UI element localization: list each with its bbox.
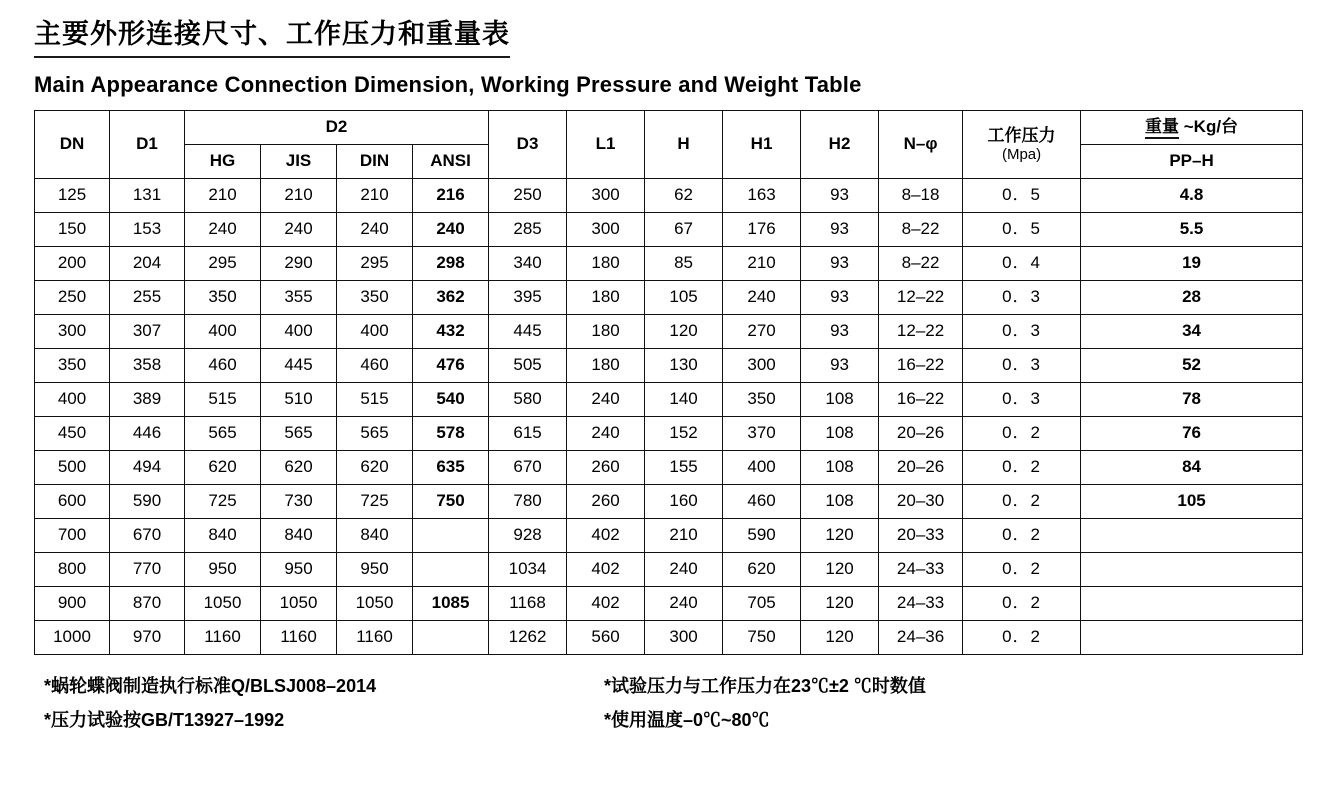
cell-nphi: 8–22 [879, 247, 963, 281]
cell-h2: 108 [801, 485, 879, 519]
cell-d3: 395 [489, 281, 567, 315]
cell-d1: 389 [110, 383, 185, 417]
page-title-en: Main Appearance Connection Dimension, Working Pressure and Weight Table [34, 71, 862, 97]
cell-pressure: 0．2 [963, 519, 1081, 553]
footnotes-right [604, 669, 1305, 737]
cell-d3: 445 [489, 315, 567, 349]
table-row [35, 519, 1303, 553]
cell-weight: 76 [1081, 417, 1303, 451]
cell-jis: 445 [261, 349, 337, 383]
header-weight-suffix: ~Kg/台 [1179, 117, 1239, 137]
header-working-pressure-label: 工作压力 [987, 126, 1056, 146]
cell-ansi: 216 [413, 179, 489, 213]
cell-jis: 240 [261, 213, 337, 247]
cell-d1: 153 [110, 213, 185, 247]
header-jis: JIS [261, 145, 337, 179]
cell-d1: 446 [110, 417, 185, 451]
cell-l1: 260 [567, 451, 645, 485]
footnote-line: *蜗轮蝶阀制造执行标准Q/BLSJ008–2014 [44, 676, 377, 697]
cell-d3: 1168 [489, 587, 567, 621]
cell-pressure: 0．4 [963, 247, 1081, 281]
cell-h1: 400 [723, 451, 801, 485]
header-l1: L1 [567, 111, 645, 179]
cell-h: 160 [645, 485, 723, 519]
cell-d3: 615 [489, 417, 567, 451]
cell-ansi: 635 [413, 451, 489, 485]
cell-hg: 400 [185, 315, 261, 349]
cell-h2: 120 [801, 621, 879, 655]
cell-pressure: 0．2 [963, 553, 1081, 587]
cell-pressure: 0．3 [963, 383, 1081, 417]
cell-l1: 240 [567, 383, 645, 417]
cell-weight [1081, 519, 1303, 553]
cell-hg: 1050 [185, 587, 261, 621]
table-row [35, 417, 1303, 451]
cell-hg: 565 [185, 417, 261, 451]
cell-h: 140 [645, 383, 723, 417]
cell-nphi: 16–22 [879, 349, 963, 383]
cell-h1: 300 [723, 349, 801, 383]
cell-ansi: 240 [413, 213, 489, 247]
cell-pressure: 0．2 [963, 417, 1081, 451]
cell-h2: 108 [801, 417, 879, 451]
cell-dn: 800 [35, 553, 110, 587]
cell-d3: 780 [489, 485, 567, 519]
cell-h2: 108 [801, 451, 879, 485]
cell-ansi: 362 [413, 281, 489, 315]
cell-hg: 620 [185, 451, 261, 485]
cell-h1: 240 [723, 281, 801, 315]
cell-nphi: 8–18 [879, 179, 963, 213]
footnote-line: *使用温度–0℃~80℃ [604, 710, 770, 731]
cell-d3: 1262 [489, 621, 567, 655]
cell-d1: 670 [110, 519, 185, 553]
cell-dn: 700 [35, 519, 110, 553]
cell-nphi: 20–26 [879, 417, 963, 451]
table-row [35, 553, 1303, 587]
cell-din: 725 [337, 485, 413, 519]
cell-dn: 125 [35, 179, 110, 213]
header-n-phi: N–φ [879, 111, 963, 179]
table-row [35, 383, 1303, 417]
header-dn: DN [35, 111, 110, 179]
cell-jis: 510 [261, 383, 337, 417]
header-d3: D3 [489, 111, 567, 179]
cell-h: 85 [645, 247, 723, 281]
header-weight-underlined: 重量 [1145, 117, 1179, 139]
cell-h2: 93 [801, 213, 879, 247]
cell-d1: 204 [110, 247, 185, 281]
cell-dn: 200 [35, 247, 110, 281]
header-din: DIN [337, 145, 413, 179]
cell-pressure: 0．2 [963, 485, 1081, 519]
cell-d3: 1034 [489, 553, 567, 587]
cell-h2: 93 [801, 349, 879, 383]
cell-din: 1050 [337, 587, 413, 621]
cell-din: 565 [337, 417, 413, 451]
cell-hg: 1160 [185, 621, 261, 655]
cell-din: 400 [337, 315, 413, 349]
cell-weight: 84 [1081, 451, 1303, 485]
cell-l1: 300 [567, 179, 645, 213]
cell-ansi: 540 [413, 383, 489, 417]
cell-ansi [413, 621, 489, 655]
cell-h2: 93 [801, 315, 879, 349]
cell-weight: 19 [1081, 247, 1303, 281]
cell-nphi: 16–22 [879, 383, 963, 417]
footnote-line: *压力试验按GB/T13927–1992 [44, 710, 285, 731]
cell-h1: 370 [723, 417, 801, 451]
footnote-line: *试验压力与工作压力在23℃±2 ℃时数值 [604, 676, 926, 697]
cell-h: 67 [645, 213, 723, 247]
cell-h: 300 [645, 621, 723, 655]
cell-weight: 28 [1081, 281, 1303, 315]
cell-h1: 460 [723, 485, 801, 519]
table-row [35, 621, 1303, 655]
cell-weight [1081, 621, 1303, 655]
cell-din: 840 [337, 519, 413, 553]
cell-hg: 460 [185, 349, 261, 383]
cell-l1: 300 [567, 213, 645, 247]
cell-dn: 600 [35, 485, 110, 519]
header-ansi: ANSI [413, 145, 489, 179]
cell-h2: 93 [801, 179, 879, 213]
table-row [35, 315, 1303, 349]
cell-dn: 350 [35, 349, 110, 383]
cell-dn: 150 [35, 213, 110, 247]
cell-dn: 500 [35, 451, 110, 485]
header-weight [1081, 111, 1303, 145]
cell-weight: 4.8 [1081, 179, 1303, 213]
cell-jis: 840 [261, 519, 337, 553]
cell-weight: 52 [1081, 349, 1303, 383]
cell-h: 105 [645, 281, 723, 315]
cell-hg: 210 [185, 179, 261, 213]
cell-d3: 340 [489, 247, 567, 281]
cell-l1: 260 [567, 485, 645, 519]
cell-h: 155 [645, 451, 723, 485]
table-head [35, 111, 1303, 179]
cell-h2: 120 [801, 519, 879, 553]
cell-d1: 590 [110, 485, 185, 519]
cell-weight: 34 [1081, 315, 1303, 349]
cell-d3: 505 [489, 349, 567, 383]
cell-d1: 494 [110, 451, 185, 485]
cell-h2: 120 [801, 587, 879, 621]
cell-pressure: 0．2 [963, 621, 1081, 655]
cell-ansi: 432 [413, 315, 489, 349]
cell-d3: 928 [489, 519, 567, 553]
table-body [35, 179, 1303, 655]
cell-h1: 176 [723, 213, 801, 247]
cell-h1: 210 [723, 247, 801, 281]
header-hg: HG [185, 145, 261, 179]
cell-dn: 450 [35, 417, 110, 451]
cell-d1: 870 [110, 587, 185, 621]
cell-jis: 1160 [261, 621, 337, 655]
header-h1: H1 [723, 111, 801, 179]
cell-hg: 840 [185, 519, 261, 553]
cell-h: 240 [645, 553, 723, 587]
header-working-pressure-unit: (Mpa) [1001, 145, 1042, 163]
header-working-pressure [963, 111, 1081, 179]
cell-h2: 93 [801, 281, 879, 315]
cell-hg: 725 [185, 485, 261, 519]
cell-h: 62 [645, 179, 723, 213]
cell-jis: 565 [261, 417, 337, 451]
table-row [35, 179, 1303, 213]
cell-dn: 400 [35, 383, 110, 417]
cell-h: 210 [645, 519, 723, 553]
cell-d1: 358 [110, 349, 185, 383]
cell-din: 350 [337, 281, 413, 315]
cell-ansi: 1085 [413, 587, 489, 621]
cell-ansi: 298 [413, 247, 489, 281]
cell-h2: 120 [801, 553, 879, 587]
cell-weight: 78 [1081, 383, 1303, 417]
footnotes [34, 669, 1305, 737]
cell-weight: 5.5 [1081, 213, 1303, 247]
header-h2: H2 [801, 111, 879, 179]
cell-jis: 290 [261, 247, 337, 281]
table-row [35, 281, 1303, 315]
cell-nphi: 24–36 [879, 621, 963, 655]
cell-l1: 180 [567, 315, 645, 349]
cell-h2: 108 [801, 383, 879, 417]
cell-l1: 402 [567, 587, 645, 621]
cell-din: 460 [337, 349, 413, 383]
table-row [35, 213, 1303, 247]
header-d2: D2 [185, 111, 489, 145]
specification-table [34, 110, 1303, 655]
cell-ansi: 578 [413, 417, 489, 451]
cell-weight [1081, 587, 1303, 621]
cell-dn: 250 [35, 281, 110, 315]
page-title-cn: 主要外形连接尺寸、工作压力和重量表 [34, 18, 510, 58]
cell-hg: 515 [185, 383, 261, 417]
table-row [35, 451, 1303, 485]
cell-pressure: 0．2 [963, 587, 1081, 621]
cell-ansi [413, 553, 489, 587]
cell-d3: 285 [489, 213, 567, 247]
cell-nphi: 20–26 [879, 451, 963, 485]
cell-ansi: 750 [413, 485, 489, 519]
table-row [35, 587, 1303, 621]
cell-din: 210 [337, 179, 413, 213]
cell-jis: 950 [261, 553, 337, 587]
cell-d3: 670 [489, 451, 567, 485]
cell-l1: 560 [567, 621, 645, 655]
cell-pressure: 0．3 [963, 315, 1081, 349]
cell-weight [1081, 553, 1303, 587]
cell-pressure: 0．3 [963, 349, 1081, 383]
cell-l1: 402 [567, 553, 645, 587]
cell-l1: 240 [567, 417, 645, 451]
cell-nphi: 24–33 [879, 587, 963, 621]
footnotes-left [34, 669, 604, 737]
cell-h: 240 [645, 587, 723, 621]
cell-jis: 730 [261, 485, 337, 519]
header-h: H [645, 111, 723, 179]
cell-d1: 770 [110, 553, 185, 587]
cell-d3: 580 [489, 383, 567, 417]
cell-jis: 355 [261, 281, 337, 315]
cell-nphi: 8–22 [879, 213, 963, 247]
cell-d1: 131 [110, 179, 185, 213]
cell-h1: 620 [723, 553, 801, 587]
cell-h1: 705 [723, 587, 801, 621]
cell-jis: 400 [261, 315, 337, 349]
cell-pressure: 0．3 [963, 281, 1081, 315]
cell-nphi: 20–33 [879, 519, 963, 553]
cell-jis: 1050 [261, 587, 337, 621]
cell-din: 1160 [337, 621, 413, 655]
cell-l1: 180 [567, 281, 645, 315]
cell-d1: 255 [110, 281, 185, 315]
cell-h1: 350 [723, 383, 801, 417]
table-row [35, 247, 1303, 281]
cell-ansi: 476 [413, 349, 489, 383]
cell-dn: 1000 [35, 621, 110, 655]
cell-dn: 300 [35, 315, 110, 349]
cell-pressure: 0．5 [963, 179, 1081, 213]
cell-pressure: 0．5 [963, 213, 1081, 247]
cell-din: 295 [337, 247, 413, 281]
cell-hg: 240 [185, 213, 261, 247]
header-d1: D1 [110, 111, 185, 179]
cell-h1: 590 [723, 519, 801, 553]
cell-d3: 250 [489, 179, 567, 213]
cell-nphi: 12–22 [879, 281, 963, 315]
cell-nphi: 20–30 [879, 485, 963, 519]
cell-l1: 402 [567, 519, 645, 553]
cell-h1: 270 [723, 315, 801, 349]
cell-h1: 750 [723, 621, 801, 655]
cell-h: 120 [645, 315, 723, 349]
cell-h2: 93 [801, 247, 879, 281]
table-header-row-1 [35, 111, 1303, 145]
cell-nphi: 24–33 [879, 553, 963, 587]
cell-d1: 970 [110, 621, 185, 655]
cell-h1: 163 [723, 179, 801, 213]
table-row [35, 349, 1303, 383]
cell-l1: 180 [567, 349, 645, 383]
cell-h: 152 [645, 417, 723, 451]
cell-l1: 180 [567, 247, 645, 281]
cell-h: 130 [645, 349, 723, 383]
cell-jis: 210 [261, 179, 337, 213]
cell-nphi: 12–22 [879, 315, 963, 349]
cell-hg: 295 [185, 247, 261, 281]
cell-d1: 307 [110, 315, 185, 349]
cell-din: 240 [337, 213, 413, 247]
cell-ansi [413, 519, 489, 553]
cell-hg: 950 [185, 553, 261, 587]
title-chinese-wrapper [34, 18, 1305, 58]
cell-din: 515 [337, 383, 413, 417]
header-pp-h: PP–H [1081, 145, 1303, 179]
cell-jis: 620 [261, 451, 337, 485]
cell-hg: 350 [185, 281, 261, 315]
cell-dn: 900 [35, 587, 110, 621]
table-row [35, 485, 1303, 519]
cell-din: 950 [337, 553, 413, 587]
cell-weight: 105 [1081, 485, 1303, 519]
cell-pressure: 0．2 [963, 451, 1081, 485]
cell-din: 620 [337, 451, 413, 485]
